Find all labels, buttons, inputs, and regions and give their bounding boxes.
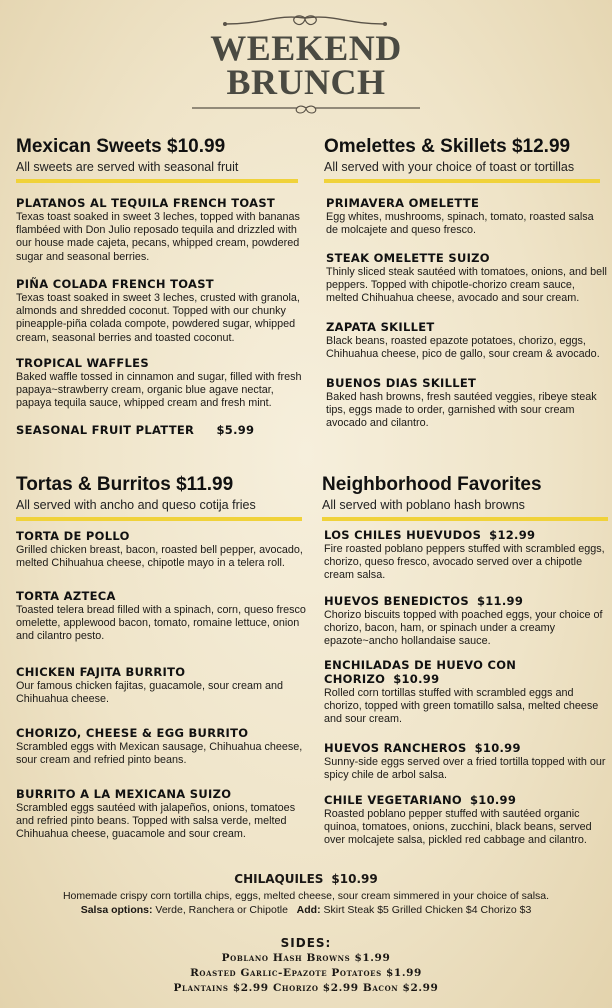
chilaquiles-description: Homemade crispy corn tortilla chips, eggs, melted cheese, sour cream simmered in your choice of salsa.: [62, 890, 550, 902]
item-description: Texas toast soaked in sweet 3 leches, crusted with granola, almonds and shredded coconut. Topped with our chunky pineapple-piña colada compote, powdered sugar, whipped cream, seasonal berries and toasted coconut.: [16, 292, 300, 344]
item-name-row: [324, 594, 608, 608]
section-subtitle: All served with ancho and queso cotija fries: [16, 498, 256, 512]
item-name: CHORIZO, CHEESE & EGG BURRITO: [16, 726, 249, 740]
menu-item: [324, 528, 608, 583]
salsa-label: Salsa options:: [80, 904, 153, 916]
item-name: LOS CHILES HUEVUDOS: [324, 528, 482, 542]
item-description: Rolled corn tortillas stuffed with scrambled eggs and chorizo, topped with green tomatillo salsa, melted cheese and sour cream.: [324, 687, 599, 726]
item-name-row: [324, 741, 608, 755]
menu-item: [16, 196, 306, 264]
menu-item: [16, 423, 308, 437]
item-description: Black beans, roasted epazote potatoes, chorizo, eggs, Chihuahua cheese, pico de gallo, sour cream & avocado.: [326, 335, 600, 361]
menu-title-line1: WEEKEND: [210, 28, 402, 68]
item-description: Grilled chicken breast, bacon, roasted bell pepper, avocado, melted Chihuahua cheese, chipotle mayo in a telera roll.: [16, 544, 303, 570]
flourish-bottom-icon: [188, 100, 424, 116]
item-description: Egg whites, mushrooms, spinach, tomato, roasted salsa de molcajete and queso fresco.: [326, 211, 594, 237]
section-subtitle: All served with poblano hash browns: [322, 498, 525, 512]
menu-item: [16, 726, 308, 767]
section-subtitle: All sweets are served with seasonal fruit: [16, 160, 239, 174]
menu-item: [16, 787, 308, 842]
item-description: Roasted poblano pepper stuffed with sautéed organic quinoa, tomatoes, onions, zucchini, black beans, served over molcajete salsa, pickled red cabbage and cilantro.: [324, 808, 592, 847]
item-name: HUEVOS BENEDICTOS: [324, 594, 469, 608]
item-price: $10.99: [469, 793, 517, 807]
item-name: CHICKEN FAJITA BURRITO: [16, 665, 186, 679]
item-name: CHILAQUILES: [234, 872, 324, 886]
menu-item: [16, 665, 308, 706]
item-name: ZAPATA SKILLET: [326, 320, 435, 334]
menu-title-line2: BRUNCH: [226, 62, 386, 102]
item-name: PRIMAVERA OMELETTE: [326, 196, 480, 210]
menu-item: [324, 741, 608, 782]
menu-item: [16, 589, 308, 644]
item-name: PLATANOS AL TEQUILA FRENCH TOAST: [16, 196, 276, 210]
item-price: $10.99: [474, 741, 521, 755]
sides-line: Plantains $2.99 Chorizo $2.99 Bacon $2.99: [173, 982, 439, 994]
item-name: BURRITO A LA MEXICANA SUIZO: [16, 787, 232, 801]
item-name-row: [324, 528, 608, 542]
item-price: $11.99: [476, 594, 524, 608]
item-name: TROPICAL WAFFLES: [16, 356, 149, 370]
menu-item: [326, 251, 608, 306]
section-title: Tortas & Burritos $11.99: [16, 474, 234, 495]
add-values: Skirt Steak $5 Grilled Chicken $4 Chorizo $3: [323, 904, 532, 916]
menu-item: [16, 529, 308, 570]
item-name: HUEVOS RANCHEROS: [324, 741, 467, 755]
menu-item: [326, 196, 608, 237]
accent-bar: [322, 517, 608, 521]
item-description: Scrambled eggs sautéed with jalapeños, onions, tomatoes and refried pinto beans. Topped with salsa verde, melted Chihuahua cheese, guacamole and sour cream.: [16, 802, 296, 841]
add-label: Add:: [296, 904, 321, 916]
item-description: Thinly sliced steak sautéed with tomatoes, onions, and bell peppers. Topped with chipotle-chorizo cream sauce, melted Chihuahua cheese, avocado and sour cream.: [326, 266, 607, 305]
item-price: $12.99: [489, 528, 536, 542]
menu-item: [326, 376, 608, 431]
menu-header: [0, 0, 612, 120]
sides-line: Roasted Garlic-Epazote Potatoes $1.99: [190, 967, 422, 979]
section-omelettes-skillets: [324, 136, 600, 183]
accent-bar: [16, 517, 302, 521]
item-price: $10.99: [393, 672, 440, 686]
item-description: Fire roasted poblano peppers stuffed with scrambled eggs, chorizo, queso fresco, avocado served over a chipotle cream salsa.: [324, 543, 605, 582]
item-name-cont: CHORIZO: [324, 672, 386, 686]
sides-line: Poblano Hash Browns $1.99: [221, 952, 391, 964]
item-name-row: [16, 423, 308, 437]
menu-item: [16, 277, 308, 345]
section-mexican-sweets: [16, 136, 298, 183]
item-description: Sunny-side eggs served over a fried tortilla topped with our spicy chile de arbol salsa.: [324, 756, 606, 782]
menu-item: [324, 793, 608, 848]
menu-item: [324, 594, 608, 649]
section-neighborhood-favorites: [322, 474, 608, 521]
item-description: Texas toast soaked in sweet 3 leches, topped with bananas flambéed with Don Julio reposado tequila and drizzled with our house made cajeta, pecans, whipped cream, powdered sugar and seasonal berries.: [16, 211, 300, 263]
item-description: Our famous chicken fajitas, guacamole, sour cream and Chihuahua cheese.: [16, 680, 284, 706]
item-description: Chorizo biscuits topped with poached eggs, your choice of chorizo, bacon, ham, or spinach under a creamy epazote~ancho hollandaise sauce.: [324, 609, 603, 648]
item-name: STEAK OMELETTE SUIZO: [326, 251, 490, 265]
sides-title: SIDES:: [280, 936, 332, 950]
item-price: $5.99: [216, 423, 255, 437]
item-price: $10.99: [331, 872, 378, 886]
accent-bar: [16, 179, 298, 183]
item-description: Baked waffle tossed in cinnamon and sugar, filled with fresh papaya~strawberry cream, organic blue agave nectar, papaya tequila sauce, whipped cream and fresh mint.: [16, 371, 302, 410]
item-description: Baked hash browns, fresh sautéed veggies, ribeye steak tips, eggs made to order, garnished with sour cream avocado and cilantro.: [326, 391, 597, 430]
item-name: TORTA AZTECA: [16, 589, 116, 603]
item-name: SEASONAL FRUIT PLATTER: [16, 423, 195, 437]
menu-item: [324, 658, 608, 727]
item-description: Scrambled eggs with Mexican sausage, Chihuahua cheese, sour cream and refried pinto beans.: [16, 741, 303, 767]
section-title: Omelettes & Skillets $12.99: [324, 136, 571, 157]
chilaquiles-options: [0, 903, 612, 917]
item-name-row: [324, 793, 608, 807]
menu-item: [326, 320, 608, 361]
menu-item: [16, 356, 308, 411]
chilaquiles-heading: [0, 872, 612, 886]
accent-bar: [324, 179, 600, 183]
section-tortas-burritos: [16, 474, 302, 521]
item-name-row: [324, 672, 608, 686]
item-name: CHILE VEGETARIANO: [324, 793, 462, 807]
section-subtitle: All served with your choice of toast or tortillas: [324, 160, 575, 174]
salsa-values: Verde, Ranchera or Chipotle: [155, 904, 288, 916]
item-name: TORTA DE POLLO: [16, 529, 130, 543]
item-name: ENCHILADAS DE HUEVO CON: [324, 658, 517, 672]
item-description: Toasted telera bread filled with a spinach, corn, queso fresco omelette, applewood bacon, tomato, romaine lettuce, onion and cilantro pesto.: [16, 604, 306, 643]
section-title: Neighborhood Favorites: [322, 474, 542, 495]
item-name: PIÑA COLADA FRENCH TOAST: [16, 277, 214, 291]
item-name: BUENOS DIAS SKILLET: [326, 376, 477, 390]
section-title: Mexican Sweets $10.99: [16, 136, 226, 157]
